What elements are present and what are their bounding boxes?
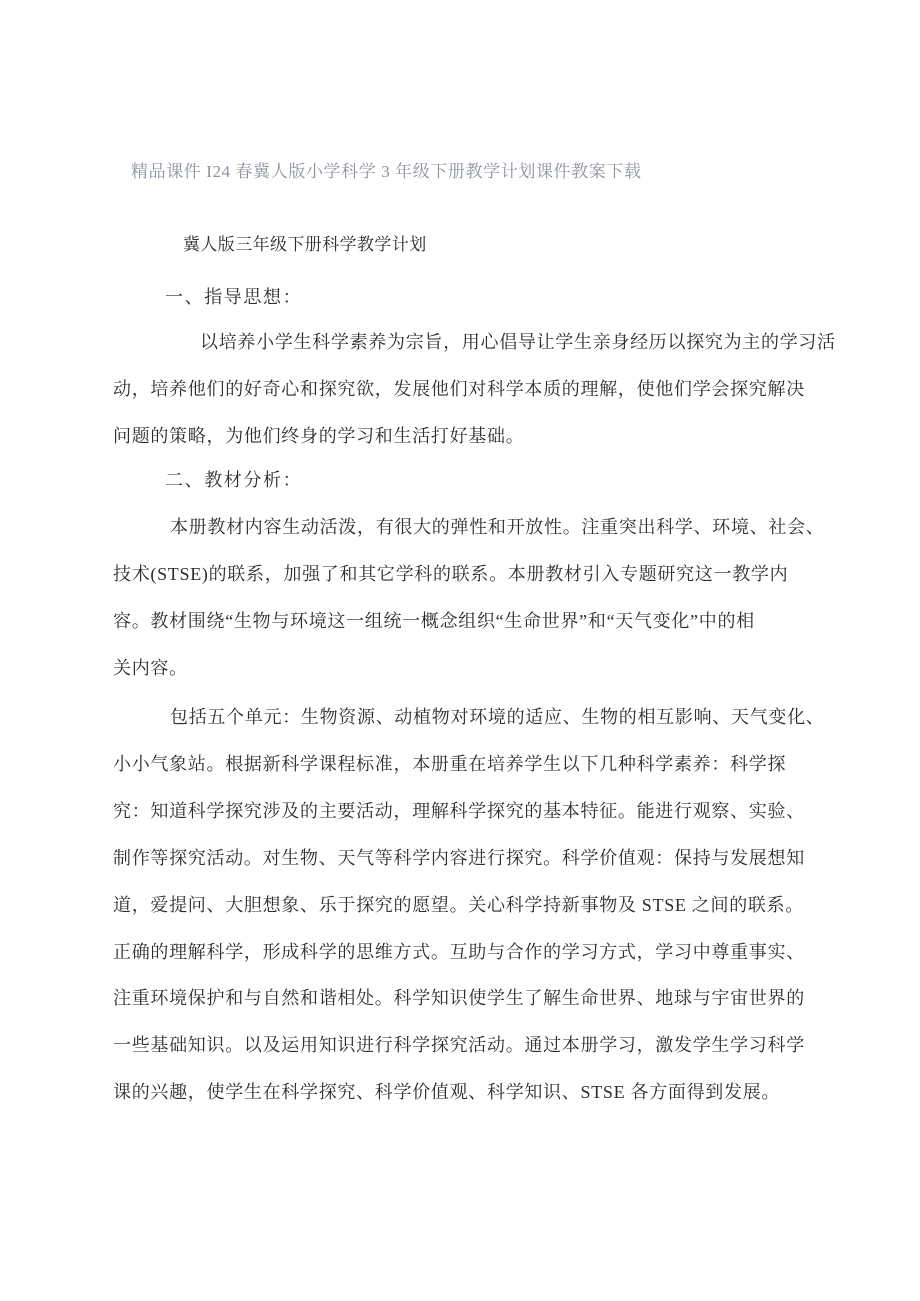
section-heading-guiding-ideology: 一、指导思想：: [165, 287, 303, 307]
paragraph-line: 制作等探究活动。对生物、天气等科学内容进行探究。科学价值观：保持与发展想知: [113, 848, 805, 868]
paragraph-line: 包括五个单元：生物资源、动植物对环境的适应、生物的相互影响、天气变化、: [170, 707, 825, 727]
document-title: 冀人版三年级下册科学教学计划: [183, 235, 427, 254]
paragraph-line: 本册教材内容生动活泼，有很大的弹性和开放性。注重突出科学、环境、社会、: [170, 517, 825, 537]
paragraph-line: 问题的策略，为他们终身的学习和生活打好基础。: [113, 426, 525, 446]
paragraph-line: 小小气象站。根据新科学课程标准，本册重在培养学生以下几种科学素养：科学探: [113, 754, 787, 774]
paragraph-line: 一些基础知识。以及运用知识进行科学探究活动。通过本册学习，激发学生学习科学: [113, 1035, 805, 1055]
paragraph-line: 究：知道科学探究涉及的主要活动，理解科学探究的基本特征。能进行观察、实验、: [113, 801, 805, 821]
paragraph-line: 动，培养他们的好奇心和探究欲，发展他们对科学本质的理解，使他们学会探究解决: [113, 379, 805, 399]
paragraph-line: 正确的理解科学，形成科学的思维方式。互助与合作的学习方式，学习中尊重事实、: [113, 942, 805, 962]
paragraph-line: 关内容。: [113, 658, 188, 678]
paragraph-line: 以培养小学生科学素养为宗旨，用心倡导让学生亲身经历以探究为主的学习活: [200, 332, 836, 352]
paragraph-line: 技术(STSE)的联系，加强了和其它学科的联系。本册教材引入专题研究这一教学内: [113, 564, 789, 584]
section-heading-textbook-analysis: 二、教材分析：: [165, 470, 303, 490]
document-header-watermark: 精品课件 I24 春冀人版小学科学 3 年级下册教学计划课件教案下载: [131, 162, 642, 181]
paragraph-line: 课的兴趣，使学生在科学探究、科学价值观、科学知识、STSE 各方面得到发展。: [113, 1082, 781, 1102]
paragraph-line: 道，爱提问、大胆想象、乐于探究的愿望。关心科学持新事物及 STSE 之间的联系。: [113, 895, 805, 915]
paragraph-line: 容。教材围绕“生物与环境这一组统一概念组织“生命世界”和“天气变化”中的相: [113, 611, 755, 631]
paragraph-line: 注重环境保护和与自然和谐相处。科学知识使学生了解生命世界、地球与宇宙世界的: [113, 988, 805, 1008]
